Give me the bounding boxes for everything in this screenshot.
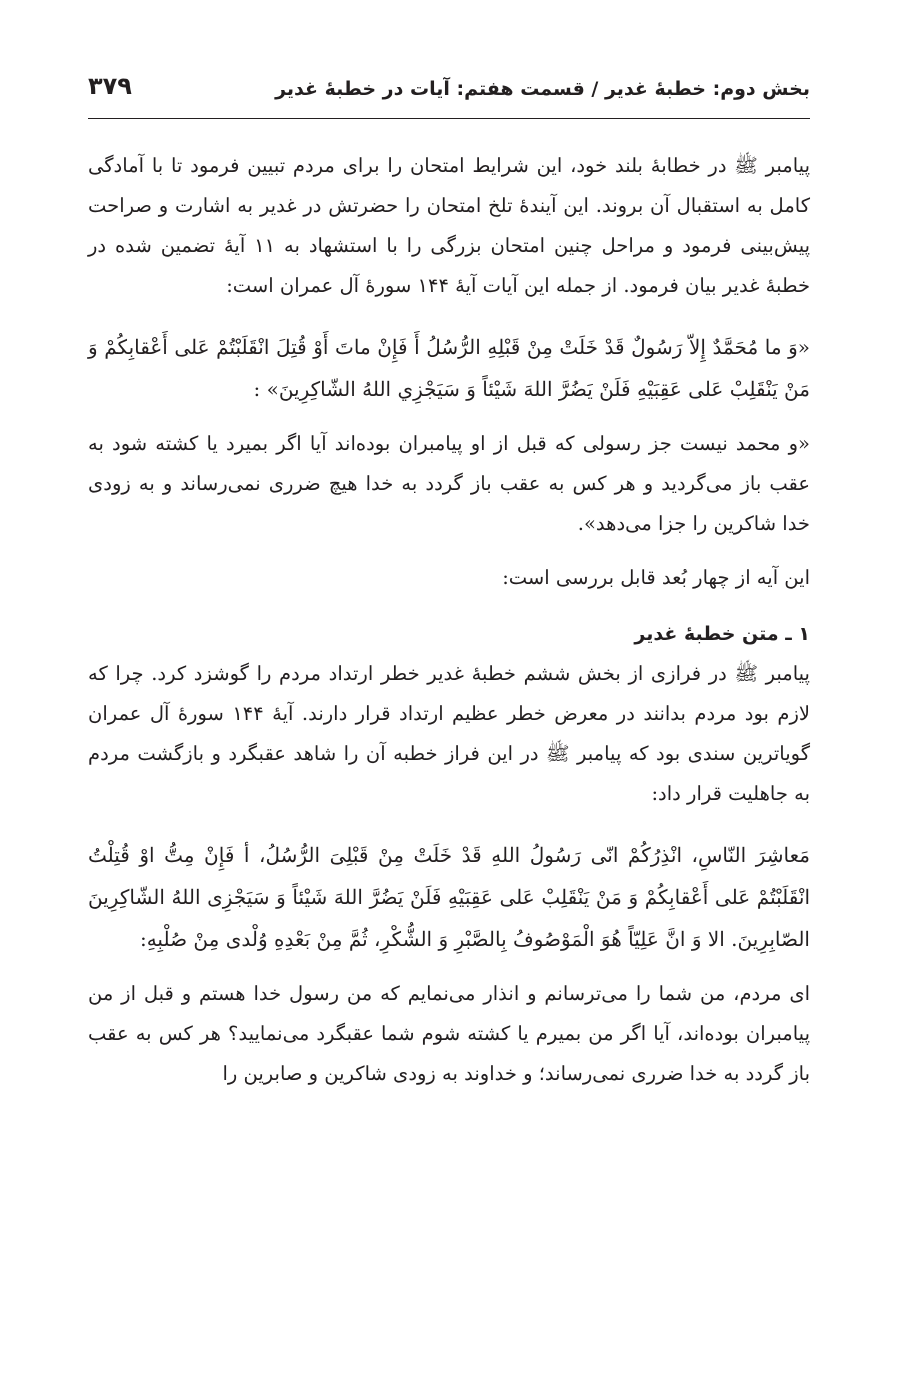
- running-head: بخش دوم: خطبهٔ غدیر / قسمت هفتم: آیات در خطبهٔ غدیر: [275, 78, 810, 100]
- header-rule: [88, 118, 810, 119]
- quran-verse-arabic: «وَ ما مُحَمَّدٌ إِلاّ رَسُولٌ قَدْ خَلَتْ مِنْ قَبْلِهِ الرُّسُلُ أَ فَإِنْ ماتَ أَوْ قُتِلَ انْقَلَبْتُمْ عَلى أَعْقابِكُمْ وَ مَنْ يَنْقَلِبْ عَلى عَقِبَيْهِ فَلَنْ يَضُرَّ اللهَ شَيْئاً وَ سَيَجْزِي اللهُ الشّاكِرِينَ» :: [88, 335, 810, 401]
- page-header: [88, 72, 810, 112]
- page-number: ۳۷۹: [88, 72, 132, 100]
- page-body: [88, 146, 810, 1094]
- section-heading: ۱ ـ متن خطبهٔ غدیر: [634, 623, 810, 645]
- verse-translation: «و محمد نیست جز رسولی که قبل از او پیامبران بوده‌اند آیا اگر بمیرد یا کشته شود به عقب باز می‌گردید و هر کس به عقب باز گردد به خدا هیچ ضرری نمی‌رساند و به زودی خدا شاکرین را جزا می‌دهد».: [88, 432, 810, 535]
- section-paragraph: پیامبر ﷺ در فرازی از بخش ششم خطبهٔ غدیر خطر ارتداد مردم را گوشزد کرد. چرا که لازم بود مردم بدانند در معرض خطر عظیم ارتداد قرار دارند. آیهٔ ۱۴۴ سورهٔ آل عمران گویاترین سندی بود که پیامبر ﷺ در این فراز خطبه آن را شاهد عقبگرد و بازگشت مردم به جاهلیت قرار داد:: [88, 662, 810, 805]
- sermon-arabic: مَعاشِرَ النّاسِ، انْذِرُكُمْ انّی رَسُولُ اللهِ قَدْ خَلَتْ مِنْ قَبْلِیَ الرُّسُلُ، أ فَإِنْ مِتُّ اوْ قُتِلْتُ انْقَلَبْتُمْ عَلی أَعْقابِكُمْ وَ مَنْ یَنْقَلِبْ عَلی عَقِبَیْهِ فَلَنْ یَضُرَّ اللهَ شَیْئاً وَ سَیَجْزِی اللهُ الشّاكِرِینَ الصّابِرِینَ. الا وَ انَّ عَلِیّاً هُوَ الْمَوْصُوفُ بِالصَّبْرِ وَ الشُّكْرِ، ثُمَّ مِنْ بَعْدِهِ وُلْدی مِنْ صُلْبِهِ:: [88, 843, 810, 951]
- four-aspects-line: این آیه از چهار بُعد قابل بررسی است:: [502, 566, 810, 589]
- sermon-translation: ای مردم، من شما را می‌ترسانم و انذار می‌نمایم که من رسول خدا هستم و قبل از من پیامبران بوده‌اند، آیا اگر من بمیرم یا کشته شوم شما عقبگرد می‌نمایید؟ هر کس به عقب باز گردد به خدا ضرری نمی‌رساند؛ و خداوند به زودی شاکرین و صابرین را: [88, 982, 810, 1085]
- intro-paragraph: پیامبر ﷺ در خطابهٔ بلند خود، این شرایط امتحان را برای مردم تبیین فرمود تا با آمادگی کامل به استقبال آن بروند. این آیندهٔ تلخ امتحان را حضرتش در غدیر به اشارت و صراحت پیش‌بینی فرمود و مراحل چنین امتحان بزرگی را با استشهاد به ۱۱ آیهٔ تضمین شده در خطبهٔ غدیر بیان فرمود. از جمله این آیات آیهٔ ۱۴۴ سورهٔ آل عمران است:: [88, 154, 811, 297]
